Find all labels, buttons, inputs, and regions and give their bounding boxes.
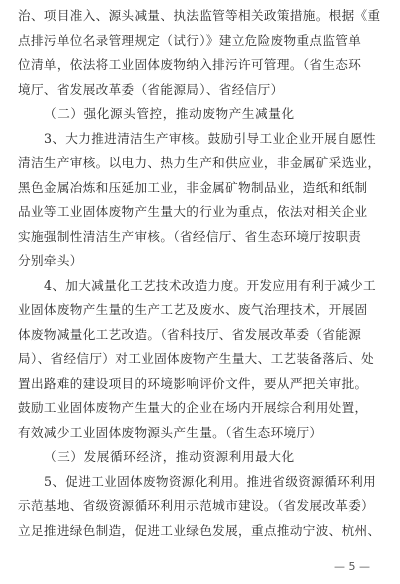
text-line: 置出路难的建设项目的环境影响评价文件，要从严把关审批。 bbox=[18, 375, 368, 391]
text-line: 鼓励工业固体废物产生量大的企业在场内开展综合利用处置， bbox=[18, 400, 368, 415]
text-line: 品业等工业固体废物产生量大的行业为重点，依法对相关企业 bbox=[18, 204, 368, 219]
text-line: 位清单，依法将工业固体废物纳入排污许可管理。（省生态环 bbox=[18, 57, 362, 72]
text-line: 分别牵头） bbox=[18, 253, 83, 268]
paragraph-start: 3、大力推进清洁生产审核。鼓励引导工业企业开展自愿性 bbox=[44, 130, 376, 146]
text-line: 业固体废物产生量的生产工艺及废水、废气治理技术，开展固 bbox=[18, 302, 368, 317]
text-line: 黑色金属冶炼和压延加工业，非金属矿物制品业，造纸和纸制 bbox=[18, 179, 368, 195]
section-heading: （三）发展循环经济，推动资源利用最大化 bbox=[44, 449, 295, 464]
paragraph-start: 5、促进工业固体废物资源化利用。推进省级资源循环利用 bbox=[44, 473, 376, 489]
text-line: 治、项目准入、源头减量、执法监管等相关政策措施。根据《重 bbox=[18, 8, 381, 23]
text-line: 清洁生产审核。以电力、热力生产和供应业，非金属矿采选业， bbox=[18, 155, 381, 170]
text-line: 实施强制性清洁生产审核。（省经信厅、省生态环境厅按职责 bbox=[18, 228, 362, 244]
page-number: — 5 — bbox=[334, 560, 370, 573]
text-line: 示范基地、省级资源循环利用示范城市建设。（省发展改革委） bbox=[18, 498, 375, 513]
text-line: 境厅、省发展改革委（省能源局）、省经信厅） bbox=[18, 81, 284, 97]
paragraph-start: 4、加大减量化工艺技术改造力度。开发应用有利于减少工 bbox=[44, 277, 376, 293]
text-line: 有效减少工业固体废物源头产生量。（省生态环境厅） bbox=[18, 424, 323, 440]
text-line: 立足推进绿色制造，促进工业绿色发展，重点推动宁波、杭州、 bbox=[18, 522, 381, 538]
section-heading: （二）强化源头管控，推动废物产生减量化 bbox=[44, 106, 295, 121]
text-line: 局）、省经信厅）对工业固体废物产生量大、工艺装备落后、处 bbox=[18, 351, 375, 366]
text-line: 点排污单位名录管理规定（试行）》建立危险废物重点监管单 bbox=[18, 32, 362, 48]
text-line: 体废物减量化工艺改造。（省科技厅、省发展改革委（省能源 bbox=[18, 326, 362, 342]
document-page bbox=[18, 4, 386, 543]
